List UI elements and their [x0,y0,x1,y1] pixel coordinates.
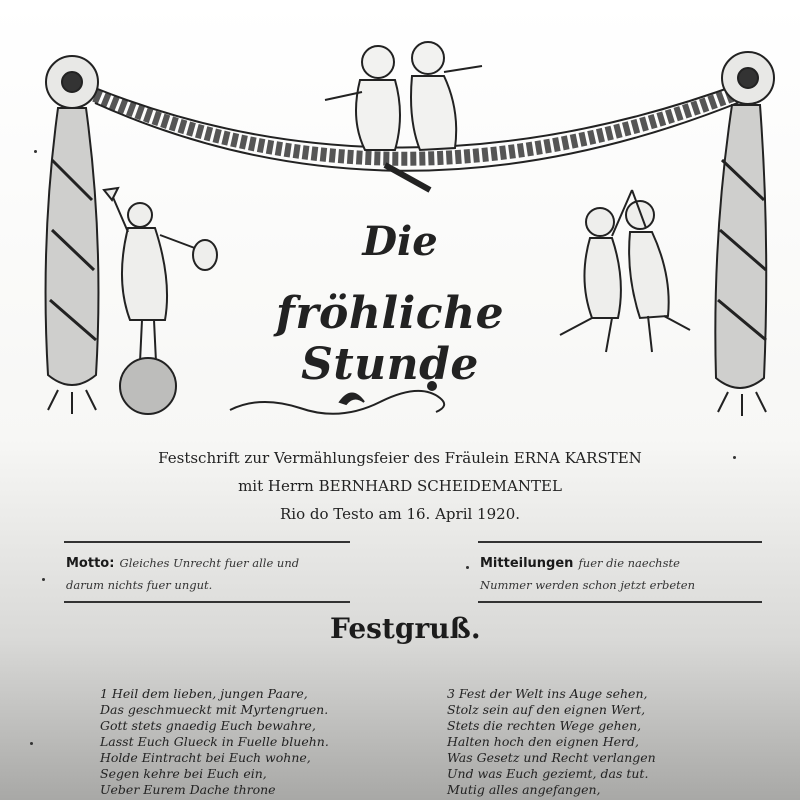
dancing-children [560,190,690,352]
print-speck [42,578,45,581]
poem-line: Lasst Euch Glueck in Fuelle bluehn. [100,734,329,749]
mitteilungen-line-2: Nummer werden schon jetzt erbeten [480,578,695,592]
motto-line-2: darum nichts fuer ungut. [66,578,213,592]
subtitle-line-1: Festschrift zur Vermählungsfeier des Fräulein ERNA KARSTEN [158,449,642,467]
globe [120,358,176,414]
title-main: fröhliche Stunde [275,288,505,390]
poem-line: Und was Euch geziemt, das tut. [447,766,649,781]
mitteilungen-box [478,541,762,603]
title-flourish [230,391,444,414]
poem-line: Segen kehre bei Euch ein, [100,766,267,781]
subtitle-line-2: mit Herrn BERNHARD SCHEIDEMANTEL [238,477,562,495]
subtitle-line-3: Rio do Testo am 16. April 1920. [280,505,520,523]
title-die: Die [362,218,438,265]
mitteilungen-line-1: fuer die naechste [578,556,680,570]
print-speck [30,742,33,745]
poem-line: Ueber Eurem Dache throne [100,782,276,797]
motto-line-1: Gleiches Unrecht fuer alle und [119,556,300,570]
poem-line: Halten hoch den eignen Herd, [447,734,639,749]
poem-right-column [447,686,656,798]
print-speck [34,150,37,153]
section-title: Festgruß. [330,612,481,645]
poem-line: Stolz sein auf den eignen Wert, [447,702,646,717]
motto-box [64,541,350,603]
poem-line: Gott stets gnaedig Euch bewahre, [100,718,316,733]
poem-line: 3 Fest der Welt ins Auge sehen, [447,686,648,701]
poem-line: Mutig alles angefangen, [447,782,601,797]
poem-left-column [100,686,329,798]
poem-line: Was Gesetz und Recht verlangen [447,750,656,765]
print-speck [466,566,469,569]
poem-line: Stets die rechten Wege gehen, [447,718,642,733]
print-speck [733,456,736,459]
left-hanging-garland [46,108,99,385]
poem-line: Holde Eintracht bei Euch wohne, [100,750,311,765]
woman-on-globe [104,188,217,414]
poem-line: Das geschmueckt mit Myrtengruen. [100,702,329,717]
motto-label: Motto: [66,556,115,571]
poem-line: 1 Heil dem lieben, jungen Paare, [100,686,308,701]
mitteilungen-label: Mitteilungen [480,556,574,571]
